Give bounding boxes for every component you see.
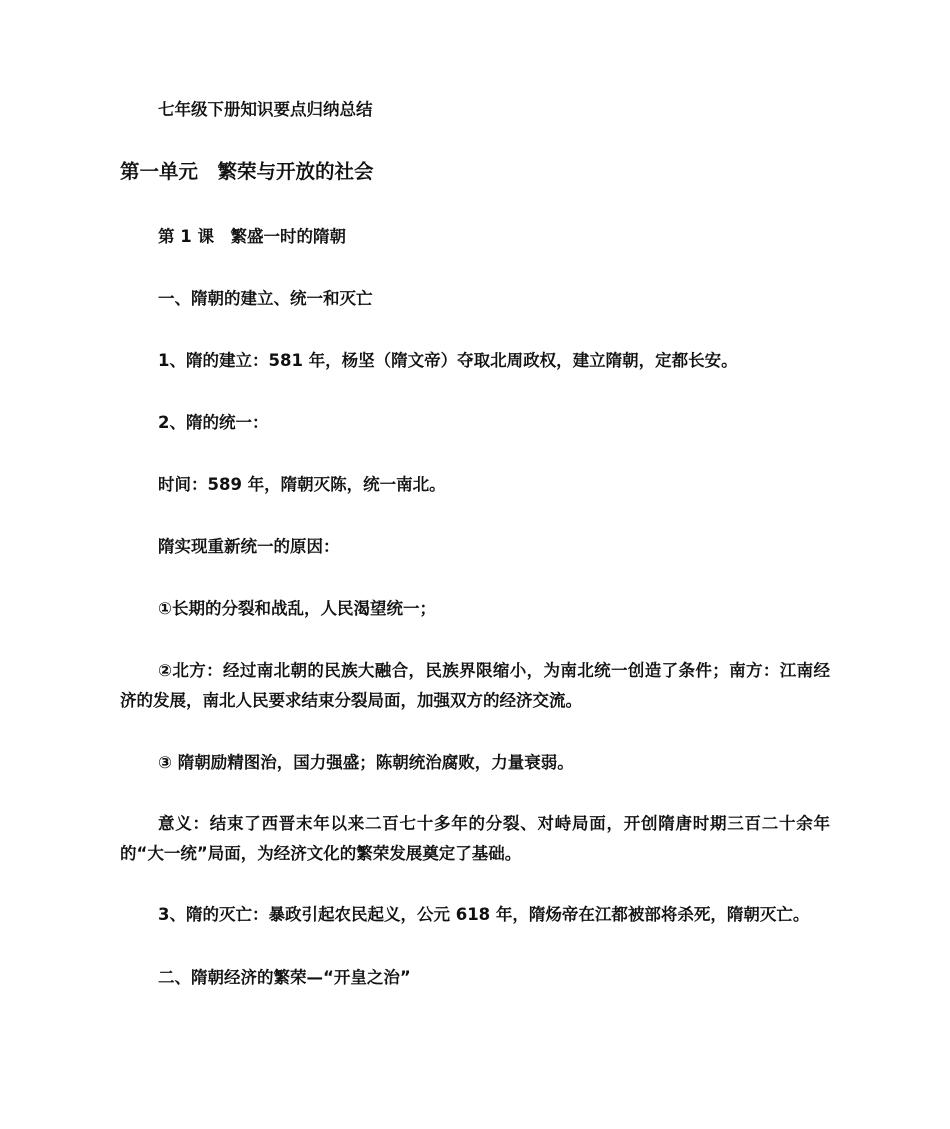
section-heading-2: 二、隋朝经济的繁荣—“开皇之治” — [158, 968, 411, 987]
document-title: 七年级下册知识要点归纳总结 — [158, 100, 373, 119]
unit-heading: 第一单元 繁荣与开放的社会 — [120, 160, 374, 183]
paragraph-reason-2: ②北方：经过南北朝的民族大融合，民族界限缩小，为南北统一创造了条件；南方：江南经济的发展，南北人民要求结束分裂局面，加强双方的经济交流。 — [120, 661, 830, 710]
paragraph-reason-1: ①长期的分裂和战乱，人民渴望统一； — [158, 599, 436, 618]
paragraph-significance: 意义：结束了西晋末年以来二百七十多年的分裂、对峙局面，开创隋唐时期三百二十余年的“大一统”局面，为经济文化的繁荣发展奠定了基础。 — [120, 814, 830, 863]
section-heading-1: 一、隋朝的建立、统一和灭亡 — [158, 289, 373, 308]
paragraph-time: 时间：589 年，隋朝灭陈，统一南北。 — [158, 475, 446, 494]
paragraph-fall: 3、隋的灭亡：暴政引起农民起义，公元 618 年，隋炀帝在江都被部将杀死，隋朝灭亡。 — [158, 905, 810, 924]
paragraph-reasons-heading: 隋实现重新统一的原因： — [158, 537, 340, 556]
lesson-heading: 第 1 课 繁盛一时的隋朝 — [158, 227, 346, 246]
paragraph-reason-3: ③ 隋朝励精图治，国力强盛；陈朝统治腐败，力量衰弱。 — [158, 753, 574, 772]
paragraph-unification-heading: 2、隋的统一： — [158, 413, 269, 432]
paragraph-founding: 1、隋的建立：581 年，杨坚（隋文帝）夺取北周政权，建立隋朝，定都长安。 — [158, 351, 738, 370]
